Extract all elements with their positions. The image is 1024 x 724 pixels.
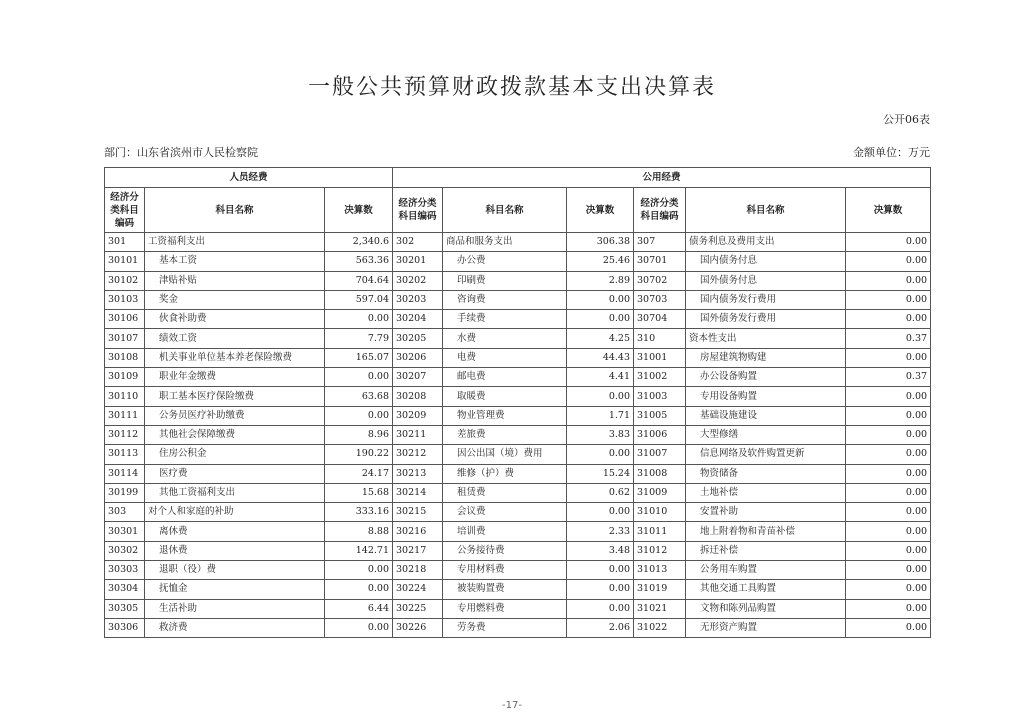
table-row: [105, 348, 931, 367]
name-cell: 因公出国（境）费用: [443, 445, 567, 464]
name-cell: 土地补偿: [686, 483, 846, 502]
code-cell: 30203: [393, 290, 443, 309]
code-cell: 302: [393, 233, 443, 252]
name-cell: 公务员医疗补助缴费: [145, 406, 325, 425]
amount-cell: 0.00: [325, 368, 393, 387]
code-cell: 30111: [105, 406, 145, 425]
name-cell: 退职（役）费: [145, 561, 325, 580]
name-cell: 基础设施建设: [686, 406, 846, 425]
code-cell: 30306: [105, 618, 145, 637]
code-cell: 30209: [393, 406, 443, 425]
name-cell: 手续费: [443, 310, 567, 329]
code-cell: 30211: [393, 425, 443, 444]
table-row: [105, 561, 931, 580]
amount-cell: 7.79: [325, 329, 393, 348]
code-cell: 303: [105, 503, 145, 522]
amount-cell: 0.00: [325, 561, 393, 580]
amount-cell: 3.83: [567, 425, 634, 444]
code-cell: 31019: [634, 580, 686, 599]
code-cell: 30303: [105, 561, 145, 580]
name-cell: 绩效工资: [145, 329, 325, 348]
col-header-name: 科目名称: [443, 188, 567, 233]
code-cell: 31010: [634, 503, 686, 522]
amount-cell: 0.00: [567, 310, 634, 329]
amount-cell: 0.37: [846, 329, 931, 348]
code-cell: 31022: [634, 618, 686, 637]
code-cell: 30703: [634, 290, 686, 309]
amount-cell: 0.00: [846, 387, 931, 406]
amount-cell: 8.96: [325, 425, 393, 444]
name-cell: 生活补助: [145, 599, 325, 618]
code-cell: 30208: [393, 387, 443, 406]
code-cell: 31003: [634, 387, 686, 406]
amount-cell: 0.00: [567, 445, 634, 464]
name-cell: 公务接待费: [443, 541, 567, 560]
table-row: [105, 425, 931, 444]
name-cell: 无形资产购置: [686, 618, 846, 637]
name-cell: 津贴补贴: [145, 271, 325, 290]
name-cell: 退休费: [145, 541, 325, 560]
amount-cell: 15.68: [325, 483, 393, 502]
code-cell: 30108: [105, 348, 145, 367]
amount-cell: 0.00: [325, 406, 393, 425]
col-header-name: 科目名称: [686, 188, 846, 233]
amount-cell: 4.25: [567, 329, 634, 348]
amount-cell: 0.00: [846, 522, 931, 541]
name-cell: 专用材料费: [443, 561, 567, 580]
name-cell: 离休费: [145, 522, 325, 541]
amount-cell: 15.24: [567, 464, 634, 483]
col-header-code: 经济分类科目编码: [105, 188, 145, 233]
col-header-amount: 决算数: [567, 188, 634, 233]
amount-cell: 2,340.6: [325, 233, 393, 252]
name-cell: 国内债务发行费用: [686, 290, 846, 309]
code-cell: 30225: [393, 599, 443, 618]
name-cell: 办公费: [443, 252, 567, 271]
code-cell: 30202: [393, 271, 443, 290]
amount-cell: 0.00: [846, 348, 931, 367]
name-cell: 医疗费: [145, 464, 325, 483]
name-cell: 会议费: [443, 503, 567, 522]
code-cell: 30217: [393, 541, 443, 560]
code-cell: 31012: [634, 541, 686, 560]
code-cell: 310: [634, 329, 686, 348]
name-cell: 信息网络及软件购置更新: [686, 445, 846, 464]
table-row: [105, 503, 931, 522]
department-label: 部门：山东省滨州市人民检察院: [104, 146, 258, 159]
amount-cell: 142.71: [325, 541, 393, 560]
code-cell: 31006: [634, 425, 686, 444]
group-personnel: 人员经费: [105, 168, 393, 188]
name-cell: 国外债务发行费用: [686, 310, 846, 329]
code-cell: 30226: [393, 618, 443, 637]
amount-cell: 704.64: [325, 271, 393, 290]
amount-cell: 563.36: [325, 252, 393, 271]
amount-cell: 0.00: [846, 541, 931, 560]
col-header-amount: 决算数: [846, 188, 931, 233]
group-header-row: [105, 168, 931, 188]
name-cell: 大型修缮: [686, 425, 846, 444]
name-cell: 取暖费: [443, 387, 567, 406]
amount-cell: 0.62: [567, 483, 634, 502]
code-cell: 30101: [105, 252, 145, 271]
name-cell: 物资储备: [686, 464, 846, 483]
table-row: [105, 310, 931, 329]
amount-cell: 306.38: [567, 233, 634, 252]
amount-cell: 6.44: [325, 599, 393, 618]
name-cell: 物业管理费: [443, 406, 567, 425]
amount-cell: 25.46: [567, 252, 634, 271]
code-cell: 30305: [105, 599, 145, 618]
amount-cell: 0.00: [325, 580, 393, 599]
table-row: [105, 483, 931, 502]
name-cell: 住房公积金: [145, 445, 325, 464]
amount-cell: 165.07: [325, 348, 393, 367]
amount-cell: 4.41: [567, 368, 634, 387]
name-cell: 房屋建筑物购建: [686, 348, 846, 367]
table-row: [105, 580, 931, 599]
code-cell: 30704: [634, 310, 686, 329]
name-cell: 专用燃料费: [443, 599, 567, 618]
code-cell: 30205: [393, 329, 443, 348]
code-cell: 31005: [634, 406, 686, 425]
code-cell: 30224: [393, 580, 443, 599]
amount-cell: 0.00: [567, 599, 634, 618]
code-cell: 30215: [393, 503, 443, 522]
name-cell: 救济费: [145, 618, 325, 637]
code-cell: 30103: [105, 290, 145, 309]
name-cell: 邮电费: [443, 368, 567, 387]
name-cell: 职业年金缴费: [145, 368, 325, 387]
name-cell: 咨询费: [443, 290, 567, 309]
amount-cell: 2.33: [567, 522, 634, 541]
code-cell: 30301: [105, 522, 145, 541]
code-cell: 30109: [105, 368, 145, 387]
code-cell: 30204: [393, 310, 443, 329]
table-row: [105, 445, 931, 464]
amount-cell: 333.16: [325, 503, 393, 522]
code-cell: 30199: [105, 483, 145, 502]
name-cell: 国外债务付息: [686, 271, 846, 290]
amount-cell: 0.00: [846, 580, 931, 599]
name-cell: 租赁费: [443, 483, 567, 502]
name-cell: 差旅费: [443, 425, 567, 444]
amount-cell: 0.00: [846, 483, 931, 502]
name-cell: 劳务费: [443, 618, 567, 637]
group-public: 公用经费: [393, 168, 931, 188]
form-number: 公开06表: [883, 113, 930, 126]
amount-cell: 597.04: [325, 290, 393, 309]
amount-cell: 0.00: [846, 503, 931, 522]
name-cell: 被装购置费: [443, 580, 567, 599]
table-body: [105, 233, 931, 638]
amount-cell: 0.00: [846, 310, 931, 329]
code-cell: 30112: [105, 425, 145, 444]
name-cell: 抚恤金: [145, 580, 325, 599]
amount-cell: 63.68: [325, 387, 393, 406]
code-cell: 30218: [393, 561, 443, 580]
table-row: [105, 618, 931, 637]
code-cell: 31008: [634, 464, 686, 483]
amount-cell: 0.00: [846, 618, 931, 637]
amount-cell: 0.00: [846, 445, 931, 464]
amount-cell: 1.71: [567, 406, 634, 425]
name-cell: 工资福利支出: [145, 233, 325, 252]
name-cell: 商品和服务支出: [443, 233, 567, 252]
amount-cell: 0.00: [567, 290, 634, 309]
amount-cell: 0.00: [846, 233, 931, 252]
amount-cell: 2.89: [567, 271, 634, 290]
name-cell: 机关事业单位基本养老保险缴费: [145, 348, 325, 367]
code-cell: 30207: [393, 368, 443, 387]
amount-unit-label: 金额单位：万元: [853, 146, 930, 159]
table-row: [105, 233, 931, 252]
amount-cell: 0.00: [846, 252, 931, 271]
code-cell: 31002: [634, 368, 686, 387]
table-row: [105, 290, 931, 309]
code-cell: 31013: [634, 561, 686, 580]
amount-cell: 0.37: [846, 368, 931, 387]
code-cell: 30304: [105, 580, 145, 599]
name-cell: 资本性支出: [686, 329, 846, 348]
amount-cell: 0.00: [325, 618, 393, 637]
code-cell: 31011: [634, 522, 686, 541]
code-cell: 31001: [634, 348, 686, 367]
code-cell: 30114: [105, 464, 145, 483]
table-row: [105, 387, 931, 406]
name-cell: 对个人和家庭的补助: [145, 503, 325, 522]
amount-cell: 0.00: [567, 503, 634, 522]
expenditure-table: [104, 167, 931, 638]
name-cell: 电费: [443, 348, 567, 367]
amount-cell: 0.00: [846, 561, 931, 580]
name-cell: 基本工资: [145, 252, 325, 271]
code-cell: 30206: [393, 348, 443, 367]
amount-cell: 0.00: [846, 599, 931, 618]
code-cell: 31021: [634, 599, 686, 618]
table-row: [105, 464, 931, 483]
column-header-row: [105, 188, 931, 233]
name-cell: 债务利息及费用支出: [686, 233, 846, 252]
code-cell: 31007: [634, 445, 686, 464]
code-cell: 301: [105, 233, 145, 252]
table-row: [105, 329, 931, 348]
table-row: [105, 406, 931, 425]
amount-cell: 0.00: [846, 464, 931, 483]
table-row: [105, 541, 931, 560]
code-cell: 30110: [105, 387, 145, 406]
name-cell: 文物和陈列品购置: [686, 599, 846, 618]
code-cell: 30102: [105, 271, 145, 290]
amount-cell: 0.00: [846, 271, 931, 290]
name-cell: 印刷费: [443, 271, 567, 290]
table-row: [105, 368, 931, 387]
amount-cell: 3.48: [567, 541, 634, 560]
amount-cell: 0.00: [846, 425, 931, 444]
col-header-name: 科目名称: [145, 188, 325, 233]
page-number: -17-: [502, 700, 522, 711]
name-cell: 职工基本医疗保险缴费: [145, 387, 325, 406]
code-cell: 30214: [393, 483, 443, 502]
name-cell: 地上附着物和青苗补偿: [686, 522, 846, 541]
table-row: [105, 599, 931, 618]
amount-cell: 0.00: [846, 290, 931, 309]
amount-cell: 24.17: [325, 464, 393, 483]
amount-cell: 2.06: [567, 618, 634, 637]
name-cell: 拆迁补偿: [686, 541, 846, 560]
amount-cell: 0.00: [567, 561, 634, 580]
name-cell: 国内债务付息: [686, 252, 846, 271]
code-cell: 307: [634, 233, 686, 252]
amount-cell: 0.00: [846, 406, 931, 425]
amount-cell: 0.00: [567, 580, 634, 599]
code-cell: 30106: [105, 310, 145, 329]
col-header-amount: 决算数: [325, 188, 393, 233]
name-cell: 伙食补助费: [145, 310, 325, 329]
name-cell: 安置补助: [686, 503, 846, 522]
name-cell: 水费: [443, 329, 567, 348]
name-cell: 维修（护）费: [443, 464, 567, 483]
name-cell: 培训费: [443, 522, 567, 541]
code-cell: 30701: [634, 252, 686, 271]
name-cell: 其他社会保障缴费: [145, 425, 325, 444]
amount-cell: 0.00: [325, 310, 393, 329]
code-cell: 30302: [105, 541, 145, 560]
col-header-code: 经济分类科目编码: [393, 188, 443, 233]
name-cell: 专用设备购置: [686, 387, 846, 406]
col-header-code: 经济分类科目编码: [634, 188, 686, 233]
table-row: [105, 271, 931, 290]
code-cell: 30216: [393, 522, 443, 541]
page-title: 一般公共预算财政拨款基本支出决算表: [307, 75, 716, 100]
code-cell: 30212: [393, 445, 443, 464]
code-cell: 31009: [634, 483, 686, 502]
code-cell: 30113: [105, 445, 145, 464]
amount-cell: 0.00: [567, 387, 634, 406]
name-cell: 办公设备购置: [686, 368, 846, 387]
code-cell: 30213: [393, 464, 443, 483]
name-cell: 其他交通工具购置: [686, 580, 846, 599]
code-cell: 30702: [634, 271, 686, 290]
table-row: [105, 522, 931, 541]
name-cell: 其他工资福利支出: [145, 483, 325, 502]
amount-cell: 44.43: [567, 348, 634, 367]
name-cell: 奖金: [145, 290, 325, 309]
code-cell: 30201: [393, 252, 443, 271]
amount-cell: 190.22: [325, 445, 393, 464]
name-cell: 公务用车购置: [686, 561, 846, 580]
table-row: [105, 252, 931, 271]
code-cell: 30107: [105, 329, 145, 348]
amount-cell: 8.88: [325, 522, 393, 541]
